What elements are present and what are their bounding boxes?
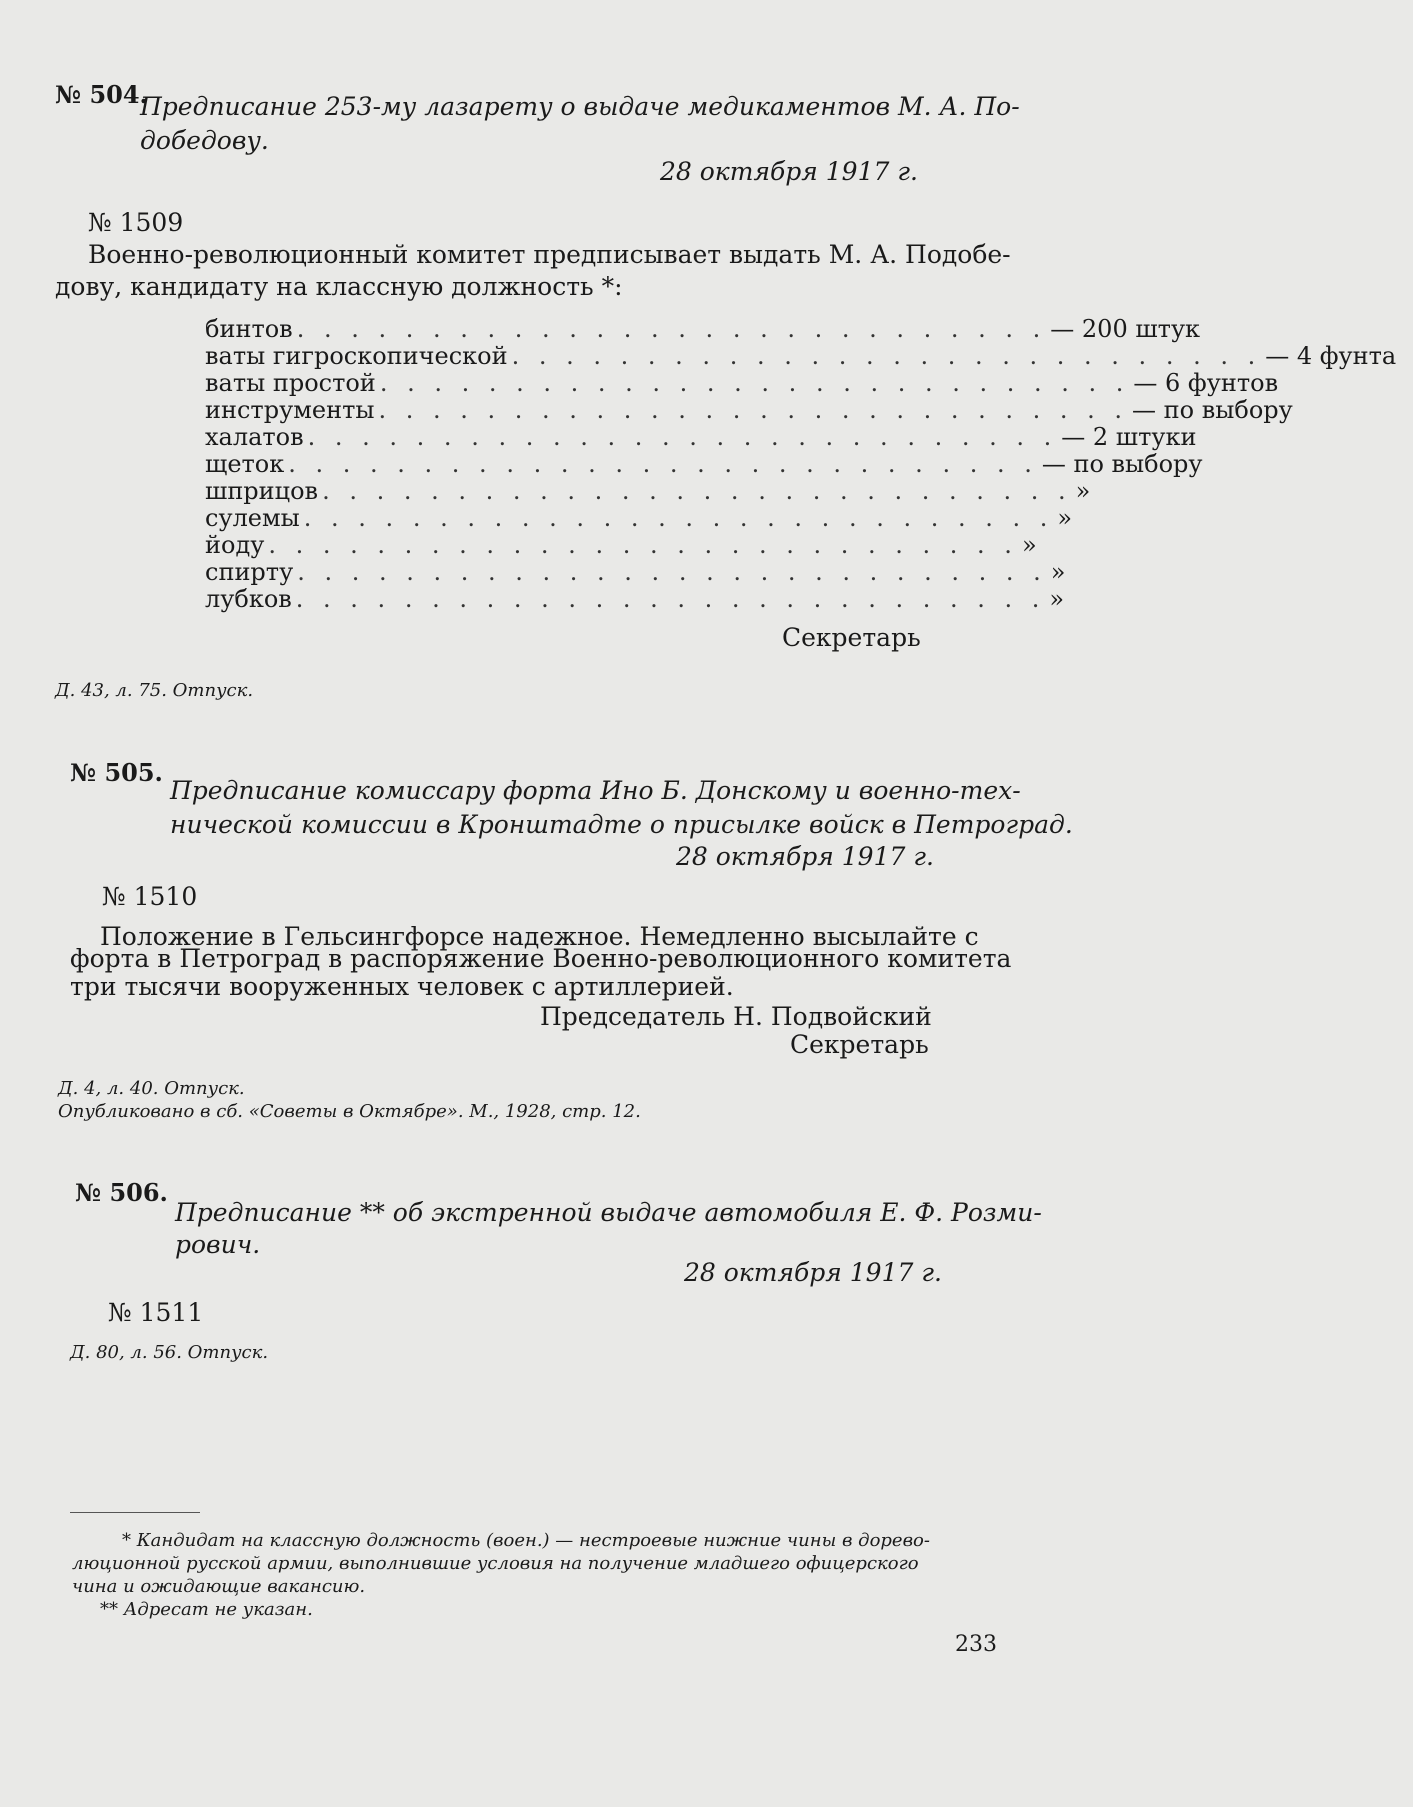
leader-dots: . . . . . . . . . . . . . . . . . . . . . . . . . . . .: [296, 315, 1047, 343]
doc-506-source: Д. 80, л. 56. Отпуск.: [70, 1342, 269, 1363]
leader-dots: . . . . . . . . . . . . . . . . . . . . . . . . . . . .: [379, 369, 1130, 397]
doc-505-title-line2: нической комиссии в Кронштадте о присылке войск в Петроград.: [170, 810, 1073, 839]
doc-506-title-line1: Предписание ** об экстренной выдаче автомобиля Е. Ф. Розми-: [175, 1198, 1042, 1227]
medicine-list: [205, 315, 1397, 613]
item-name: бинтов: [205, 315, 293, 343]
leader-dots: . . . . . . . . . . . . . . . . . . . . . . . . . . . .: [307, 423, 1058, 451]
doc-506-date: 28 октября 1917 г.: [684, 1258, 942, 1287]
item-quantity: »: [1075, 477, 1091, 505]
item-name: лубков: [205, 585, 292, 613]
leader-dots: . . . . . . . . . . . . . . . . . . . . . . . . . . . .: [378, 396, 1129, 424]
doc-504-doc-number: № 1509: [88, 208, 184, 237]
item-name: ваты гигроскопической: [205, 342, 508, 370]
footnote-rule: [70, 1512, 200, 1513]
list-item: [205, 423, 1197, 451]
item-quantity: — по выбору: [1041, 450, 1203, 478]
leader-dots: . . . . . . . . . . . . . . . . . . . . . . . . . . . .: [303, 504, 1054, 532]
doc-505-body-line1: Положение в Гельсингфорсе надежное. Немедленно высылайте с: [100, 922, 979, 951]
doc-505-number: № 505.: [70, 758, 163, 787]
leader-dots: . . . . . . . . . . . . . . . . . . . . . . . . . . . .: [511, 342, 1262, 370]
list-item: [205, 531, 1037, 559]
doc-504-date: 28 октября 1917 г.: [660, 157, 918, 186]
item-quantity: — 6 фунтов: [1133, 369, 1279, 397]
leader-dots: . . . . . . . . . . . . . . . . . . . . . . . . . . . .: [288, 450, 1038, 478]
doc-504-body-line2: дову, кандидату на классную должность *:: [55, 272, 623, 301]
item-quantity: — 200 штук: [1050, 315, 1201, 343]
list-item: [205, 315, 1201, 343]
item-name: шприцов: [205, 477, 319, 505]
list-item: [205, 369, 1279, 397]
leader-dots: . . . . . . . . . . . . . . . . . . . . . . . . . . . .: [322, 477, 1072, 505]
doc-504-number: № 504.: [55, 80, 148, 109]
doc-505-date: 28 октября 1917 г.: [676, 842, 934, 871]
doc-505-signature-chairman: Председатель Н. Подвойский: [540, 1002, 932, 1031]
item-quantity: »: [1057, 504, 1073, 532]
page-number: 233: [955, 1632, 997, 1657]
doc-505-doc-number: № 1510: [102, 882, 198, 911]
item-name: спирту: [205, 558, 294, 586]
doc-504-source: Д. 43, л. 75. Отпуск.: [55, 680, 254, 701]
doc-506-title-line2: рович.: [175, 1230, 261, 1259]
doc-505-publication: Опубликовано в сб. «Советы в Октябре». М., 1928, стр. 12.: [58, 1101, 641, 1122]
item-name: сулемы: [205, 504, 300, 532]
doc-506-doc-number: № 1511: [108, 1298, 204, 1327]
leader-dots: . . . . . . . . . . . . . . . . . . . . . . . . . . . .: [295, 585, 1046, 613]
item-name: ваты простой: [205, 369, 376, 397]
footnote-2: ** Адресат не указан.: [100, 1599, 313, 1620]
list-item: [205, 477, 1091, 505]
list-item: [205, 504, 1073, 532]
doc-505-body-line2: форта в Петроград в распоряжение Военно-революционного комитета: [70, 944, 1012, 973]
doc-505-source: Д. 4, л. 40. Отпуск.: [58, 1078, 245, 1099]
doc-504-title-line1: Предписание 253-му лазарету о выдаче медикаментов М. А. По-: [140, 92, 1020, 121]
footnote-1-line2: люционной русской армии, выполнившие условия на получение младшего офицерского: [72, 1553, 919, 1574]
list-item: [205, 585, 1065, 613]
leader-dots: . . . . . . . . . . . . . . . . . . . . . . . . . . . .: [297, 558, 1047, 586]
list-item: [205, 342, 1397, 370]
doc-505-body-line3: три тысячи вооруженных человек с артиллерией.: [70, 972, 734, 1001]
doc-506-number: № 506.: [75, 1178, 168, 1207]
list-item: [205, 450, 1203, 478]
list-item: [205, 558, 1066, 586]
item-name: инструменты: [205, 396, 375, 424]
doc-505-title-line1: Предписание комиссару форта Ино Б. Донскому и военно-тех-: [170, 776, 1021, 805]
leader-dots: . . . . . . . . . . . . . . . . . . . . . . . . . . . .: [268, 531, 1018, 559]
item-quantity: — 2 штуки: [1061, 423, 1197, 451]
item-quantity: »: [1050, 558, 1066, 586]
doc-504-body-line1: Военно-революционный комитет предписывает выдать М. А. Подобе-: [88, 240, 1011, 269]
item-quantity: »: [1049, 585, 1065, 613]
footnote-1-line1: * Кандидат на классную должность (воен.) — нестроевые нижние чины в дорево-: [122, 1530, 930, 1551]
item-name: щеток: [205, 450, 285, 478]
list-item: [205, 396, 1293, 424]
item-name: йоду: [205, 531, 265, 559]
doc-504-signature: Секретарь: [782, 623, 921, 652]
doc-505-signature-secretary: Секретарь: [790, 1030, 929, 1059]
item-quantity: »: [1021, 531, 1037, 559]
item-quantity: — по выбору: [1132, 396, 1293, 424]
item-quantity: — 4 фунта: [1265, 342, 1397, 370]
doc-504-title-line2: добедову.: [140, 126, 269, 155]
footnote-1-line3: чина и ожидающие вакансию.: [72, 1576, 366, 1597]
item-name: халатов: [205, 423, 304, 451]
